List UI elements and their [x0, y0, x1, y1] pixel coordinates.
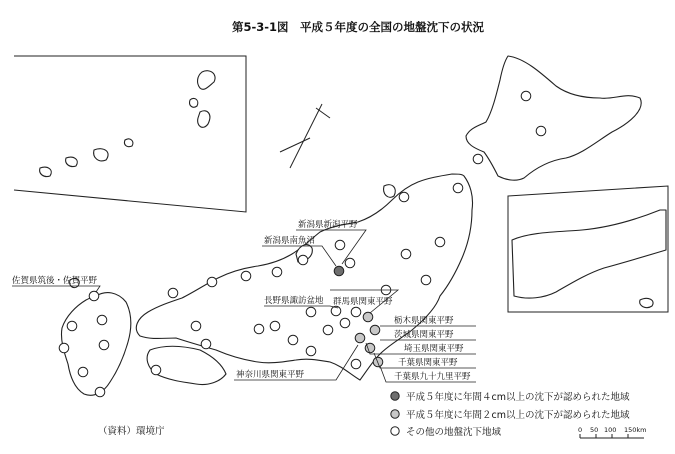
- label-niigata-niigata: 新潟県新潟平野: [298, 220, 358, 230]
- source-note: （資料）環境庁: [98, 426, 165, 437]
- label-gunma: 群馬県関東平野: [333, 297, 393, 307]
- scale-tick-150: 150km: [624, 426, 647, 434]
- legend-item-4cm: [391, 391, 630, 403]
- map-title: 第5-3-1図 平成５年度の全国の地盤沈下の状況: [232, 20, 485, 34]
- scale-bar: [578, 426, 647, 438]
- label-chiba-kujukuri: 千葉県九十九里平野: [394, 372, 471, 382]
- label-ibaraki: 茨城県関東平野: [394, 330, 454, 340]
- nansei-islands: [40, 71, 215, 177]
- svg-text:平成５年度に年間４cm以上の沈下が認められた地域: 平成５年度に年間４cm以上の沈下が認められた地域: [406, 392, 630, 403]
- label-niigata-minamiuonuma: 新潟県南魚沼: [264, 236, 316, 246]
- svg-text:平成５年度に年間２cm以上の沈下が認められた地域: 平成５年度に年間２cm以上の沈下が認められた地域: [406, 410, 630, 421]
- svg-text:その他の地盤沈下地域: その他の地盤沈下地域: [406, 427, 502, 438]
- label-tochigi: 栃木県関東平野: [394, 316, 454, 326]
- legend-item-2cm: [391, 409, 630, 421]
- label-kanagawa: 神奈川県関東平野: [236, 370, 305, 380]
- legend-item-other: [391, 426, 502, 438]
- north-arrow-icon: [280, 104, 330, 168]
- label-nagano: 長野県諏訪盆地: [264, 296, 324, 306]
- label-chiba-kanto: 千葉県関東平野: [398, 358, 458, 368]
- scale-tick-0: 0: [578, 426, 583, 434]
- scale-tick-50: 50: [590, 426, 599, 434]
- four-cm-subsidence-sites: [334, 266, 344, 276]
- inset-coastline: [512, 210, 666, 308]
- label-saga: 佐賀県筑後・佐賀平野: [12, 276, 98, 286]
- scale-tick-100: 100: [604, 426, 617, 434]
- label-saitama: 埼玉県関東平野: [404, 344, 464, 354]
